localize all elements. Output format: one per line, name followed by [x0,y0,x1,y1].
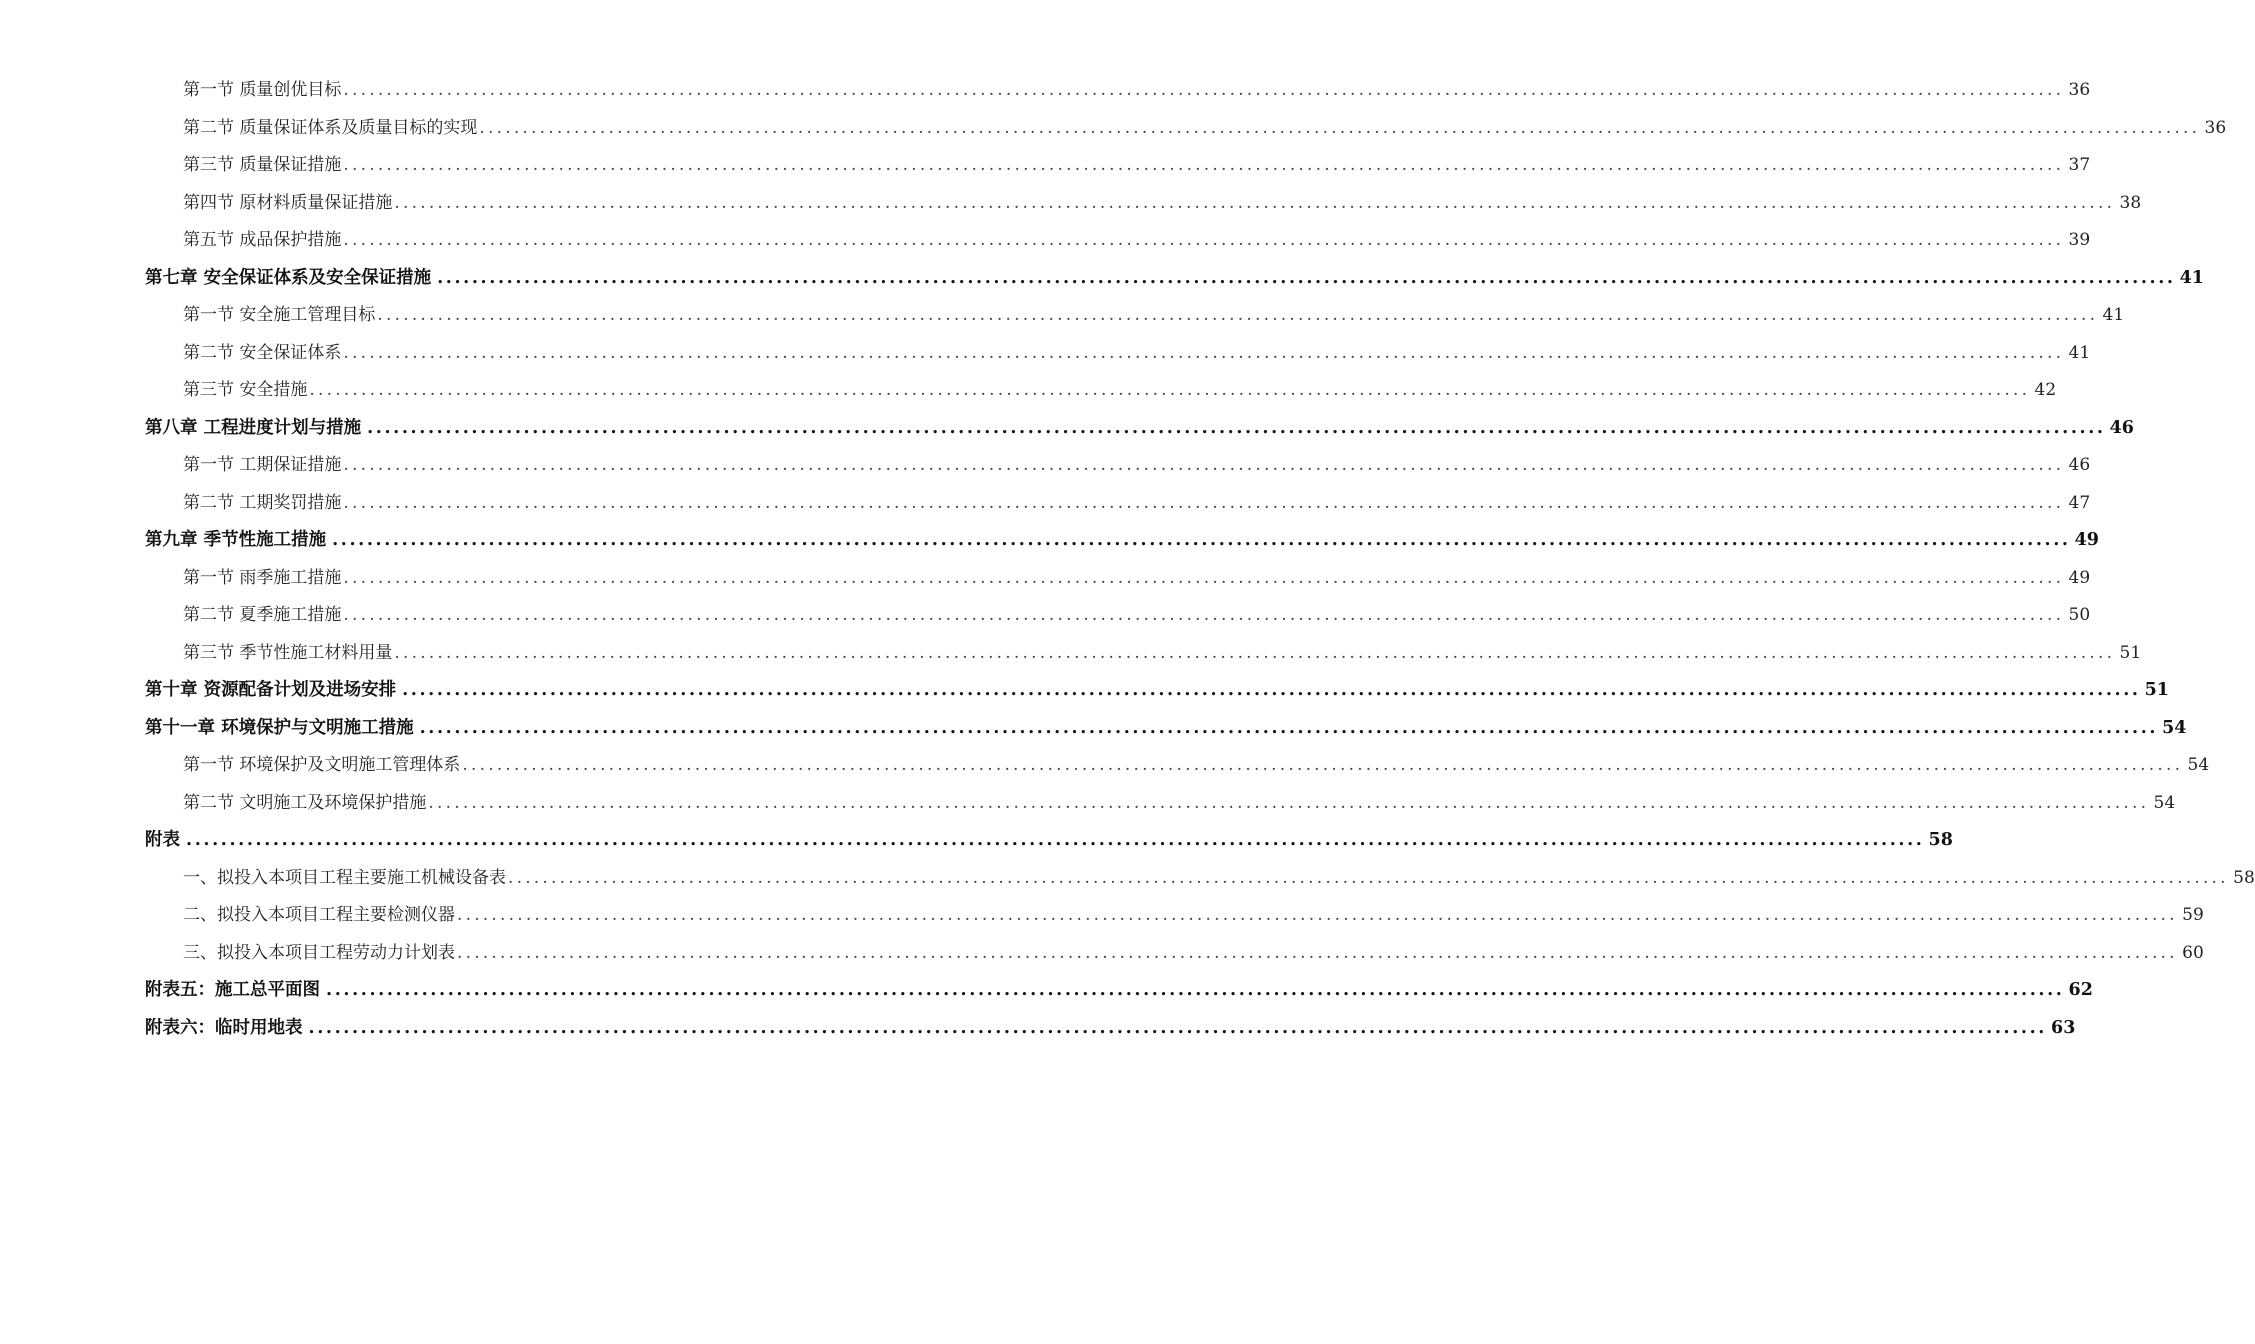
toc-page-number: 49 [2074,530,2099,550]
toc-dot-leader: ........................................................................................................................................................................................................ [326,980,2065,1000]
toc-section-entry[interactable] [145,560,2091,598]
toc-entry-title: 第一节 质量创优目标 [183,80,342,100]
toc-entry-title: 第十一章 环境保护与文明施工措施 [145,717,414,738]
toc-section-entry[interactable] [145,897,2204,935]
toc-page-number: 63 [2051,1017,2076,1038]
toc-entry-title: 第十章 资源配备计划及进场安排 [145,680,397,700]
toc-section-entry[interactable] [145,597,2091,635]
toc-page-number: 42 [2034,380,2057,400]
toc-entry-title: 第三节 质量保证措施 [183,155,342,175]
toc-dot-leader: ........................................................................................................................................................................................................ [308,1017,2048,1038]
toc-dot-leader: ........................................................................................................................................................................................................ [186,830,1925,850]
toc-chapter-entry[interactable] [145,672,2169,710]
toc-entry-title: 第一节 工期保证措施 [183,455,342,475]
toc-section-entry[interactable] [145,935,2204,973]
toc-page-number: 41 [2068,342,2091,363]
toc-chapter-entry[interactable] [145,710,2187,748]
toc-page-number: 62 [2068,980,2093,1000]
toc-dot-leader: ........................................................................................................................................................................................................ [343,567,2065,588]
toc-chapter-entry[interactable] [145,522,2099,560]
toc-entry-title: 附表 [145,830,180,850]
toc-dot-leader: ........................................................................................................................................................................................................ [419,717,2159,738]
toc-dot-leader: ........................................................................................................................................................................................................ [457,942,2178,963]
toc-entry-title: 第五节 成品保护措施 [183,230,342,250]
toc-dot-leader: ........................................................................................................................................................................................................ [479,117,2201,138]
toc-page-number: 51 [2119,642,2142,663]
toc-section-entry[interactable] [145,785,2176,823]
toc-page-number: 36 [2204,117,2227,138]
toc-section-entry[interactable] [145,747,2210,785]
toc-dot-leader: ........................................................................................................................................................................................................ [394,642,2116,663]
toc-entry-title: 第二节 夏季施工措施 [183,605,342,625]
toc-entry-title: 第八章 工程进度计划与措施 [145,417,362,438]
toc-dot-leader: ........................................................................................................................................................................................................ [309,380,2031,400]
toc-page-number: 37 [2068,155,2091,175]
toc-dot-leader: ........................................................................................................................................................................................................ [343,230,2065,250]
toc-entry-title: 二、拟投入本项目工程主要检测仪器 [183,905,455,925]
toc-entry-title: 附表五：施工总平面图 [145,980,320,1000]
toc-entry-title: 附表六：临时用地表 [145,1017,303,1038]
toc-section-entry[interactable] [145,635,2142,673]
toc-entry-title: 第一节 安全施工管理目标 [183,305,376,325]
toc-section-entry[interactable] [145,372,2057,410]
toc-section-entry[interactable] [145,147,2091,185]
toc-page-number: 54 [2153,792,2176,813]
toc-dot-leader: ........................................................................................................................................................................................................ [428,792,2150,813]
toc-entry-title: 第二节 质量保证体系及质量目标的实现 [183,117,478,138]
toc-section-entry[interactable] [145,222,2091,260]
toc-entry-title: 一、拟投入本项目工程主要施工机械设备表 [183,867,506,888]
toc-section-entry[interactable] [145,185,2142,223]
toc-chapter-entry[interactable] [145,972,2093,1010]
toc-page-number: 47 [2068,492,2091,513]
toc-page-number: 54 [2162,717,2187,738]
toc-dot-leader: ........................................................................................................................................................................................................ [343,492,2065,513]
toc-entry-title: 三、拟投入本项目工程劳动力计划表 [183,942,455,963]
toc-dot-leader: ........................................................................................................................................................................................................ [394,192,2116,213]
toc-entry-title: 第九章 季节性施工措施 [145,530,327,550]
toc-entry-title: 第一节 环境保护及文明施工管理体系 [183,755,461,775]
toc-entry-title: 第二节 工期奖罚措施 [183,492,342,513]
toc-section-entry[interactable] [145,447,2091,485]
toc-dot-leader: ........................................................................................................................................................................................................ [343,455,2065,475]
toc-section-entry[interactable] [145,335,2091,373]
toc-page-number: 54 [2187,755,2210,775]
toc-page-number: 59 [2182,905,2204,925]
toc-chapter-entry[interactable] [145,410,2134,448]
toc-page-number: 58 [2233,867,2255,888]
toc-section-entry[interactable] [145,110,2227,148]
toc-dot-leader: ........................................................................................................................................................................................................ [343,155,2065,175]
toc-page-number: 49 [2068,567,2091,588]
toc-page-number: 51 [2144,680,2169,700]
toc-dot-leader: ........................................................................................................................................................................................................ [377,305,2099,325]
toc-page-number: 39 [2068,230,2091,250]
toc-section-entry[interactable] [145,297,2125,335]
toc-page-number: 46 [2109,417,2134,438]
toc-section-entry[interactable] [145,72,2091,110]
toc-page-number: 36 [2068,80,2091,100]
toc-dot-leader: ........................................................................................................................................................................................................ [343,80,2065,100]
toc-dot-leader: ........................................................................................................................................................................................................ [343,342,2065,363]
toc-page-number: 41 [2102,305,2125,325]
toc-page-number: 50 [2068,605,2091,625]
toc-dot-leader: ........................................................................................................................................................................................................ [457,905,2178,925]
toc-chapter-entry[interactable] [145,260,2204,298]
toc-page-number: 41 [2179,267,2204,288]
toc-page-number: 46 [2068,455,2091,475]
toc-page-number: 58 [1928,830,1953,850]
toc-entry-title: 第四节 原材料质量保证措施 [183,192,393,213]
toc-chapter-entry[interactable] [145,1010,2076,1048]
toc-entry-title: 第一节 雨季施工措施 [183,567,342,588]
toc-page-number: 60 [2182,942,2204,963]
toc-dot-leader: ........................................................................................................................................................................................................ [508,867,2229,888]
toc-dot-leader: ........................................................................................................................................................................................................ [332,530,2071,550]
toc-section-entry[interactable] [145,860,2255,898]
toc-page-number: 38 [2119,192,2142,213]
toc-dot-leader: ........................................................................................................................................................................................................ [462,755,2184,775]
toc-dot-leader: ........................................................................................................................................................................................................ [402,680,2141,700]
toc-entry-title: 第二节 安全保证体系 [183,342,342,363]
toc-entry-title: 第三节 安全措施 [183,380,308,400]
toc-chapter-entry[interactable] [145,822,1953,860]
toc-entry-title: 第三节 季节性施工材料用量 [183,642,393,663]
toc-entry-title: 第二节 文明施工及环境保护措施 [183,792,427,813]
table-of-contents [145,72,2255,1047]
toc-dot-leader: ........................................................................................................................................................................................................ [437,267,2176,288]
toc-dot-leader: ........................................................................................................................................................................................................ [367,417,2106,438]
toc-section-entry[interactable] [145,485,2091,523]
toc-dot-leader: ........................................................................................................................................................................................................ [343,605,2065,625]
toc-entry-title: 第七章 安全保证体系及安全保证措施 [145,267,432,288]
